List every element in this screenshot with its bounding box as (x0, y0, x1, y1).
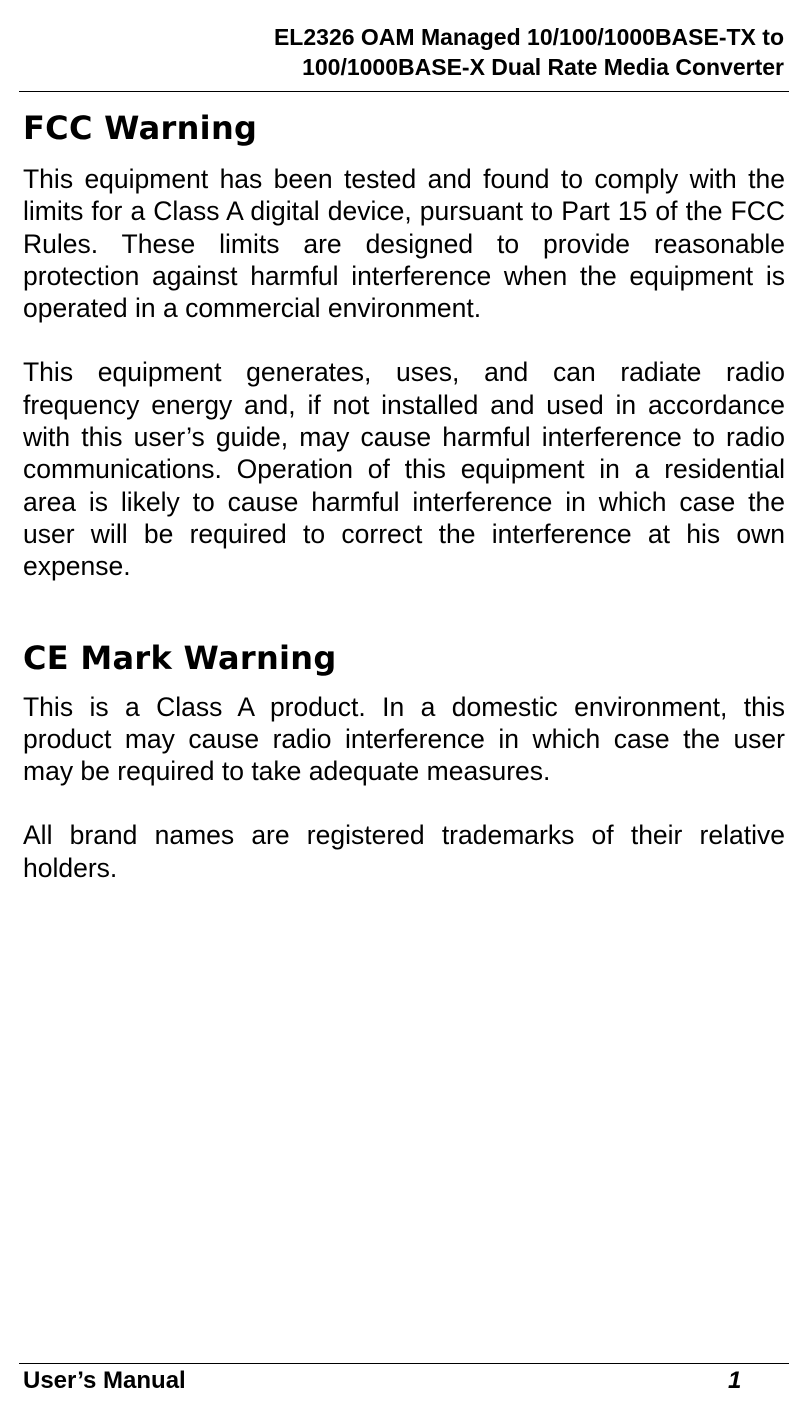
page-body (23, 108, 785, 884)
header-title-line-1: EL2326 OAM Managed 10/100/1000BASE-TX to (273, 24, 784, 50)
fcc-warning-heading: FCC Warning (23, 109, 258, 147)
trademark-paragraph: All brand names are registered trademarks of their relative holders. (23, 820, 785, 883)
page-number: 1 (728, 1367, 742, 1394)
header-title-line-2: 100/1000BASE-X Dual Rate Media Converter (302, 54, 784, 80)
ce-mark-warning-heading: CE Mark Warning (23, 638, 337, 677)
running-header (84, 22, 784, 82)
footer-manual-title: User’s Manual (23, 1367, 186, 1394)
footer-divider (19, 1363, 789, 1364)
header-divider (19, 91, 789, 92)
ce-paragraph-1: This is a Class A product. In a domestic environment, this product may cause radio interference in which case the user may be required to take adequate measures. (23, 691, 785, 787)
fcc-paragraph-2: This equipment generates, uses, and can radiate radio frequency energy and, if not installed and used in accordance with this user’s guide, may cause harmful interference to radio communications. Operation of this equipment in a residential area is likely to cause harmful interference in which case the user will be required to correct the interference at his own expense. (23, 357, 785, 582)
fcc-paragraph-1: This equipment has been tested and found to comply with the limits for a Class A digital device, pursuant to Part 15 of the FCC Rules. These limits are designed to provide reasonable protection against harmful interference when the equipment is operated in a commercial environment. (23, 164, 785, 324)
